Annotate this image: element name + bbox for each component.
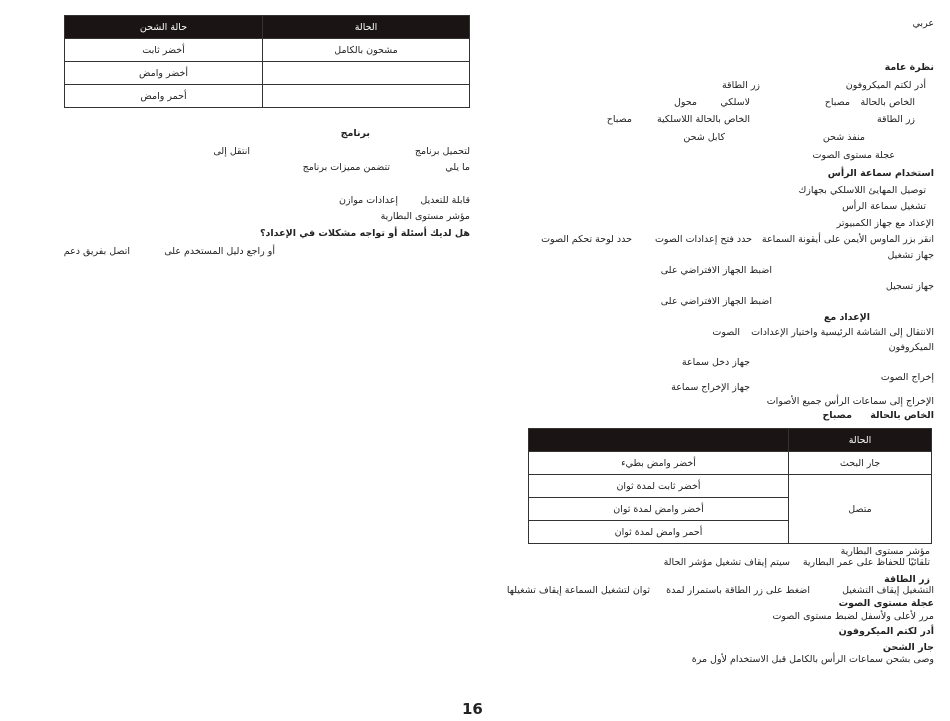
- table-header-empty: [529, 429, 789, 452]
- table-cell: أخضر وامض لمدة ثوان: [529, 498, 789, 521]
- power-seconds-text: ثوان لتشغيل السماعة إيقاف تشغيلها: [506, 585, 650, 596]
- table-cell: [263, 62, 470, 85]
- right-click-text: انقر بزر الماوس الأيمن على أيقونة السماعة: [761, 234, 934, 245]
- wireless-label: لاسلكي: [720, 97, 750, 108]
- questions-heading: هل لديك أسئلة أو تواجه مشكلات في الإعداد؟: [260, 228, 470, 239]
- recording-device-text: جهاز تسجيل: [885, 281, 934, 292]
- table-row: [65, 39, 470, 62]
- wireless-led-label: مصباح: [606, 114, 632, 125]
- power-button-label: زر الطاقة: [721, 80, 760, 91]
- wireless-status-label: الخاص بالحالة اللاسلكية: [656, 114, 750, 125]
- table-row: [65, 62, 470, 85]
- output-device-text: جهاز الإخراج سماعة: [671, 382, 750, 393]
- charge-status-table: [64, 15, 470, 108]
- output-all-text: الإخراج إلى سماعات الرأس جميع الأصوات: [766, 396, 934, 407]
- table-header-charge-status: حالة الشحن: [65, 16, 263, 39]
- table-cell: أحمر وامض لمدة ثوان: [529, 521, 789, 544]
- open-sound-settings-text: حدد فتح إعدادات الصوت: [654, 234, 752, 245]
- table-cell: أخضر ثابت لمدة ثوان: [529, 475, 789, 498]
- battery-off-text: سيتم إيقاف تشغيل مؤشر الحالة: [663, 557, 790, 568]
- set-default-text-2: اضبط الجهاز الافتراضي على: [660, 296, 772, 307]
- table-cell-connected: متصل: [789, 475, 932, 544]
- led-status-table: [528, 428, 932, 544]
- program-download-text: لتحميل برنامج: [414, 146, 470, 157]
- program-goto-text: انتقل إلى: [213, 146, 250, 157]
- charge-port-label: منفذ شحن: [822, 132, 865, 143]
- battery-indicator-text: مؤشر مستوى البطارية: [380, 211, 470, 222]
- power-on-headset-text: تشغيل سماعة الرأس: [842, 201, 926, 212]
- sound-text: الصوت: [712, 327, 740, 338]
- power-on-off-text: التشغيل إيقاف التشغيل: [842, 585, 934, 596]
- sound-control-panel-text: حدد لوحة تحكم الصوت: [541, 234, 632, 245]
- table-cell-searching: جار البحث: [789, 452, 932, 475]
- mic-mute-heading: أدر لكتم الميكروفون: [838, 626, 934, 637]
- adjustable-text: قابلة للتعديل: [420, 195, 470, 206]
- battery-auto-text: تلقائيًا للحفاظ على عمر البطارية: [802, 557, 930, 568]
- audio-output-text: إخراج الصوت: [880, 372, 934, 383]
- playback-device-text: جهاز تشغيل: [887, 250, 934, 261]
- volume-wheel-text: مرر لأعلى ولأسفل لضبط مستوى الصوت: [772, 611, 934, 622]
- table-row: [529, 452, 932, 475]
- status-led-label: الخاص بالحالة: [860, 97, 915, 108]
- page-number: 16: [462, 700, 483, 718]
- table-row: [65, 85, 470, 108]
- table-cell: مشحون بالكامل: [263, 39, 470, 62]
- table-row: [529, 475, 932, 498]
- overview-heading: نظرة عامة: [884, 62, 934, 73]
- contact-support-text: اتصل بفريق دعم: [63, 246, 130, 257]
- volume-wheel-heading: عجلة مستوى الصوت: [838, 598, 934, 609]
- charging-heading: جار الشحن: [882, 642, 934, 653]
- go-home-settings-text: الانتقال إلى الشاشة الرئيسية واختيار الإعدادات: [751, 327, 934, 338]
- power-button-label-2: زر الطاقة: [876, 114, 915, 125]
- table-cell: أخضر وامض: [65, 62, 263, 85]
- connect-adapter-text: توصيل المهايئ اللاسلكي بجهازك: [798, 185, 926, 196]
- table-header-row: [529, 429, 932, 452]
- volume-wheel-label: عجلة مستوى الصوت: [812, 150, 895, 161]
- program-following-text: ما يلي: [445, 162, 470, 173]
- mic-mute-label: أدر لكتم الميكروفون: [845, 80, 926, 91]
- status-led-heading-lamp: مصباح: [822, 410, 852, 421]
- microphone-text: الميكروفون: [888, 342, 934, 353]
- user-guide-text: أو راجع دليل المستخدم على: [164, 246, 275, 257]
- battery-indicator-title: مؤشر مستوى البطارية: [840, 546, 930, 557]
- setup-with-heading: الإعداد مع: [823, 312, 870, 323]
- table-cell: أخضر وامض بطيء: [529, 452, 789, 475]
- set-default-text-1: اضبط الجهاز الافتراضي على: [660, 265, 772, 276]
- equalizer-text: إعدادات موازن: [339, 195, 398, 206]
- table-cell: [263, 85, 470, 108]
- table-header-status: الحالة: [263, 16, 470, 39]
- table-header-row: [65, 16, 470, 39]
- program-features-text: تتضمن مميزات برنامج: [302, 162, 390, 173]
- status-led-lamp: مصباح: [824, 97, 850, 108]
- charge-cable-label: كابل شحن: [683, 132, 725, 143]
- headset-usage-heading: استخدام سماعة الرأس: [827, 168, 934, 179]
- status-led-heading: الخاص بالحالة: [870, 410, 934, 421]
- adapter-label: محول: [673, 97, 697, 108]
- input-device-text: جهاز دخل سماعة: [681, 357, 750, 368]
- charging-text: وصى بشحن سماعات الرأس بالكامل قبل الاستخدام لأول مرة: [691, 654, 934, 665]
- table-header-status: الحالة: [789, 429, 932, 452]
- language-label: عربي: [912, 18, 934, 29]
- table-cell: أحمر وامض: [65, 85, 263, 108]
- pc-setup-text: الإعداد مع جهاز الكمبيوتر: [836, 218, 934, 229]
- power-button-heading: زر الطاقة: [884, 574, 930, 585]
- program-heading: برنامج: [340, 128, 370, 139]
- table-cell: أخضر ثابت: [65, 39, 263, 62]
- power-hold-text: اضغط على زر الطاقة باستمرار لمدة: [666, 585, 810, 596]
